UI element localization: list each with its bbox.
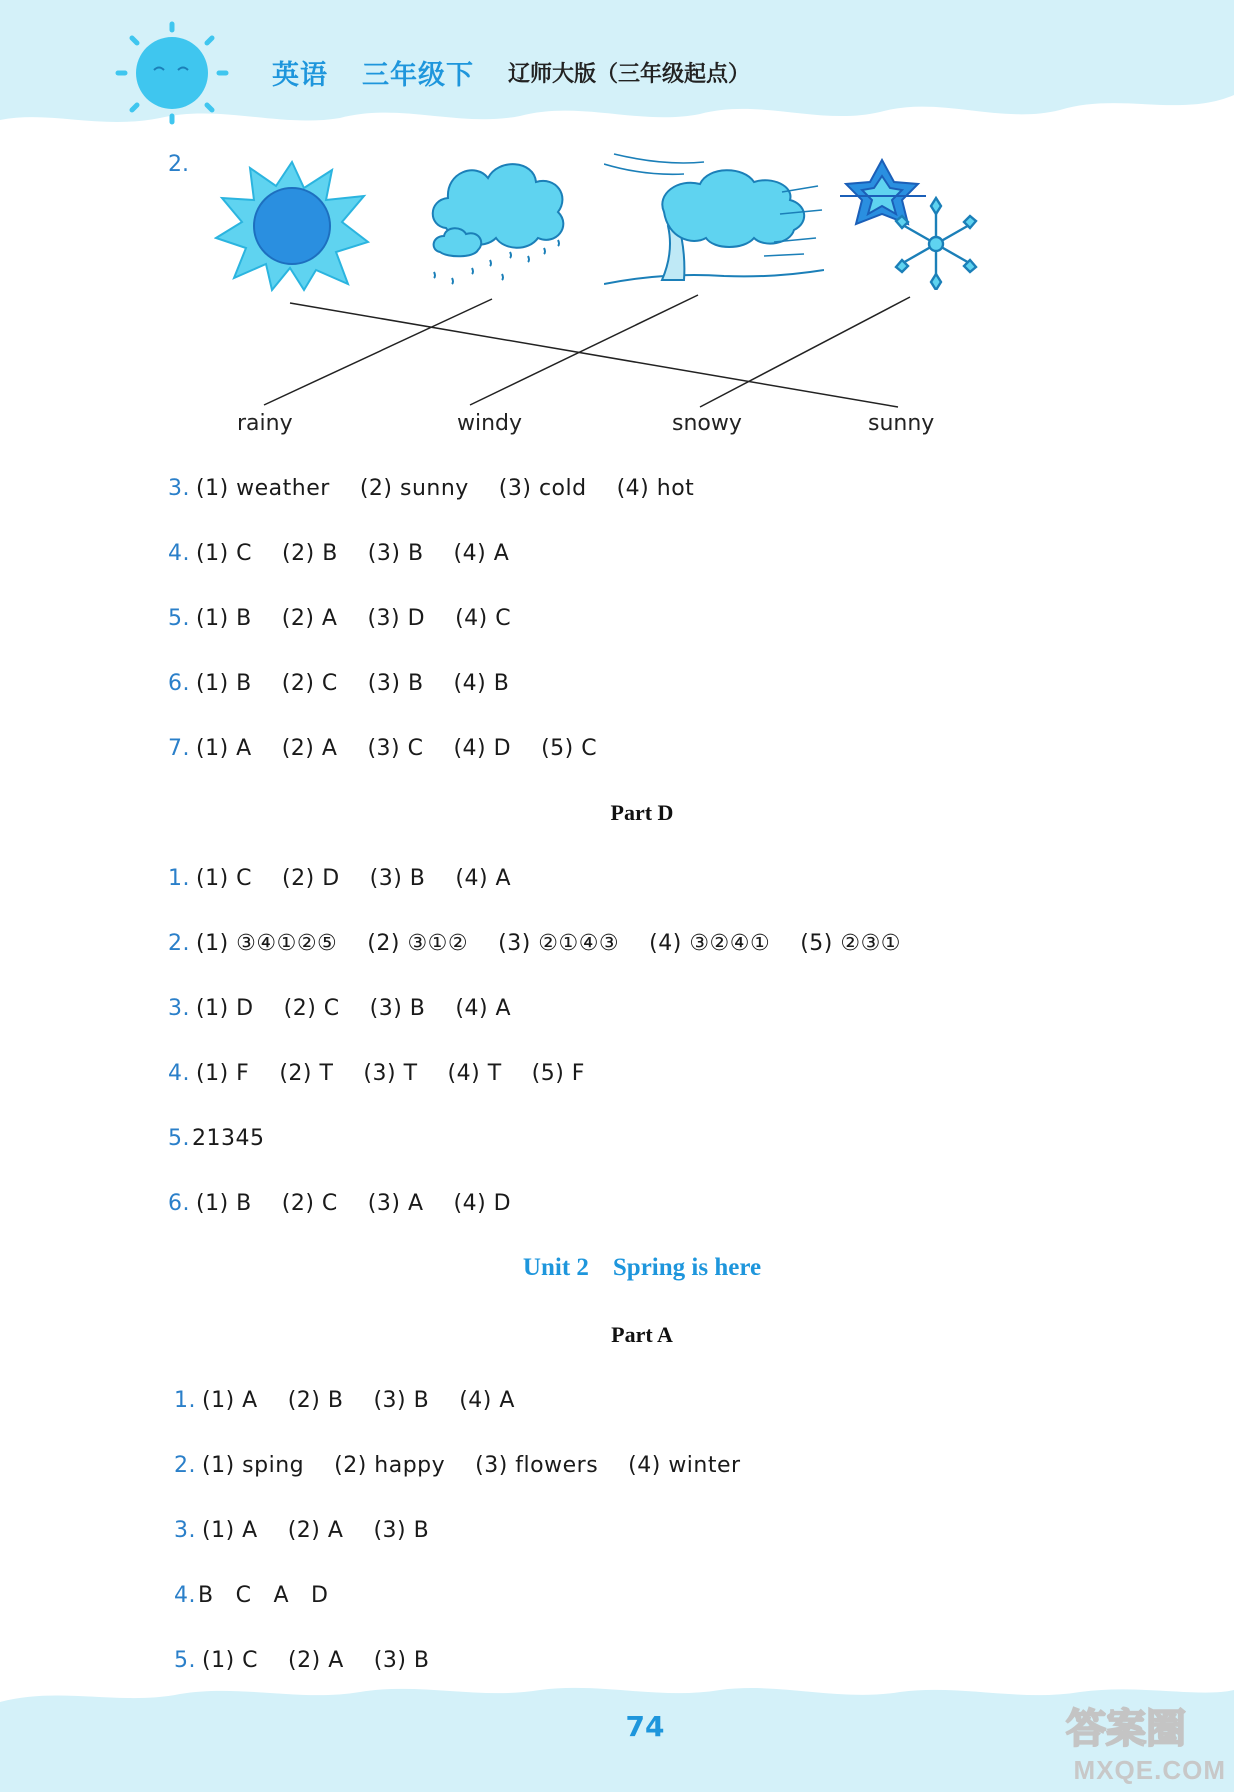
part-a-row-3 [174, 1518, 459, 1543]
answer-row-4 [168, 541, 539, 566]
answer-item: (2) A [281, 606, 338, 631]
answer-item: (3) B [373, 1518, 430, 1543]
answer-item: (1) weather [196, 476, 330, 501]
answer-item: (3) B [367, 541, 424, 566]
match-line-wind-windy [470, 295, 698, 405]
answer-item: (2) C [281, 671, 338, 696]
answer-number: 5. [168, 1126, 190, 1151]
answer-number: 4. [168, 541, 190, 566]
answer-item: (4) A [455, 866, 512, 891]
answer-item: (4) A [453, 541, 510, 566]
answer-number: 6. [168, 1191, 190, 1216]
answer-item: (2) happy [334, 1453, 446, 1478]
part-a-row-2 [174, 1453, 771, 1478]
unit-title: Spring is here [612, 1254, 762, 1281]
answer-number: 1. [168, 866, 190, 891]
answer-item: (3) B [369, 866, 426, 891]
part-d-row-4 [168, 1061, 615, 1086]
word-sunny: sunny [868, 411, 935, 436]
answer-item: (4) A [455, 996, 512, 1021]
answer-item: (1) B [196, 1191, 252, 1216]
answer-item: (1) C [196, 541, 253, 566]
match-line-rain-rainy [264, 299, 492, 405]
grade-title: 三年级下 [362, 59, 474, 91]
answer-item: (2) C [283, 996, 340, 1021]
answer-item: (2) A [281, 736, 338, 761]
answer-row-3 [168, 476, 724, 501]
word-windy: windy [457, 411, 523, 436]
answer-item: B [198, 1583, 214, 1608]
answer-item: C [235, 1583, 252, 1608]
subject-title: 英语 [272, 59, 328, 91]
answer-item: (4) D [453, 1191, 512, 1216]
answer-number: 3. [168, 996, 190, 1021]
answer-item: (2) T [279, 1061, 334, 1086]
answer-item: (3) flowers [475, 1453, 599, 1478]
edition-title: 辽师大版（三年级起点） [508, 61, 751, 87]
answer-item: (1) F [196, 1061, 250, 1086]
answer-item: 21345 [192, 1126, 265, 1151]
answer-row-6 [168, 671, 539, 696]
answer-number: 7. [168, 736, 190, 761]
answer-number: 5. [168, 606, 190, 631]
answer-item: (4) winter [628, 1453, 741, 1478]
answer-item: (3) T [363, 1061, 418, 1086]
match-line-snow-snowy [700, 297, 910, 407]
part-a-row-5 [174, 1648, 460, 1673]
question-2-number: 2. [168, 152, 189, 177]
answer-row-7 [168, 736, 627, 761]
answer-item: (4) C [455, 606, 512, 631]
answer-item: (1) A [196, 736, 252, 761]
part-a-row-4 [174, 1583, 358, 1608]
answer-item: (3) B [367, 671, 424, 696]
page-number: 74 [625, 1710, 665, 1743]
unit-label: Unit 2 [522, 1254, 589, 1281]
answer-item: (5) F [531, 1061, 585, 1086]
answer-item: (4) B [453, 671, 510, 696]
part-d-row-6 [168, 1191, 541, 1216]
answer-item: (4) ③②④① [649, 931, 771, 956]
answer-item: (1) C [196, 866, 253, 891]
answer-item: (1) B [196, 606, 252, 631]
header-title [272, 52, 750, 92]
answer-item: (1) B [196, 671, 252, 696]
answer-row-5 [168, 606, 541, 631]
answer-item: A [273, 1583, 290, 1608]
word-rainy: rainy [237, 411, 293, 436]
sun-icon [214, 160, 370, 292]
part-d-row-1 [168, 866, 541, 891]
answer-item: (3) ②①④③ [498, 931, 620, 956]
watermark-text: MXQE.COM [1073, 1755, 1226, 1785]
answer-item: (2) A [288, 1648, 344, 1673]
answer-item: (3) C [367, 736, 424, 761]
answer-item: (3) D [367, 606, 426, 631]
answer-number: 3. [174, 1518, 196, 1543]
answer-item: (2) A [287, 1518, 344, 1543]
answer-number: 2. [168, 931, 190, 956]
windy-tree-icon [604, 152, 824, 288]
answer-item: (2) B [287, 1388, 344, 1413]
answer-item: (3) B [373, 1648, 430, 1673]
unit-2-heading [0, 1254, 1234, 1282]
answer-item: (1) A [202, 1388, 258, 1413]
answer-item: (2) B [282, 541, 338, 566]
answer-item: (4) A [459, 1388, 515, 1413]
answer-item: (3) cold [498, 476, 587, 501]
answer-item: (4) D [453, 736, 512, 761]
part-d-row-5 [168, 1126, 295, 1151]
svg-text:答案圈: 答案圈 [1066, 1706, 1186, 1752]
answer-item: (1) sping [202, 1453, 305, 1478]
part-a-row-1 [174, 1388, 545, 1413]
word-snowy: snowy [672, 411, 742, 436]
part-a-heading: Part A [611, 1322, 673, 1347]
answer-number: 2. [174, 1453, 196, 1478]
answer-item: (1) C [202, 1648, 259, 1673]
snowflake-icon [840, 158, 980, 290]
answer-item: D [311, 1583, 329, 1608]
answer-item: (2) D [282, 866, 340, 891]
answer-item: (5) ②③① [800, 931, 902, 956]
sun-logo-icon [112, 18, 242, 128]
answer-item: (2) sunny [359, 476, 469, 501]
answer-number: 6. [168, 671, 190, 696]
answer-item: (1) ③④①②⑤ [196, 931, 338, 956]
answer-number: 3. [168, 476, 190, 501]
answer-item: (5) C [541, 736, 598, 761]
answer-item: (1) A [202, 1518, 258, 1543]
answer-item: (2) C [281, 1191, 338, 1216]
answer-item: (1) D [196, 996, 254, 1021]
part-d-heading: Part D [610, 800, 674, 825]
answer-item: (4) hot [616, 476, 695, 501]
part-d-row-2 [168, 931, 931, 956]
answer-item: (3) A [367, 1191, 424, 1216]
answer-number: 4. [174, 1583, 196, 1608]
match-line-sun-sunny [290, 303, 898, 407]
answer-item: (2) ③①② [367, 931, 469, 956]
answer-number: 1. [174, 1388, 196, 1413]
part-d-row-3 [168, 996, 541, 1021]
answer-number: 5. [174, 1648, 196, 1673]
answer-item: (3) B [369, 996, 426, 1021]
answer-number: 4. [168, 1061, 190, 1086]
answer-item: (4) T [447, 1061, 502, 1086]
answer-item: (3) B [373, 1388, 430, 1413]
rain-cloud-icon [424, 156, 574, 290]
